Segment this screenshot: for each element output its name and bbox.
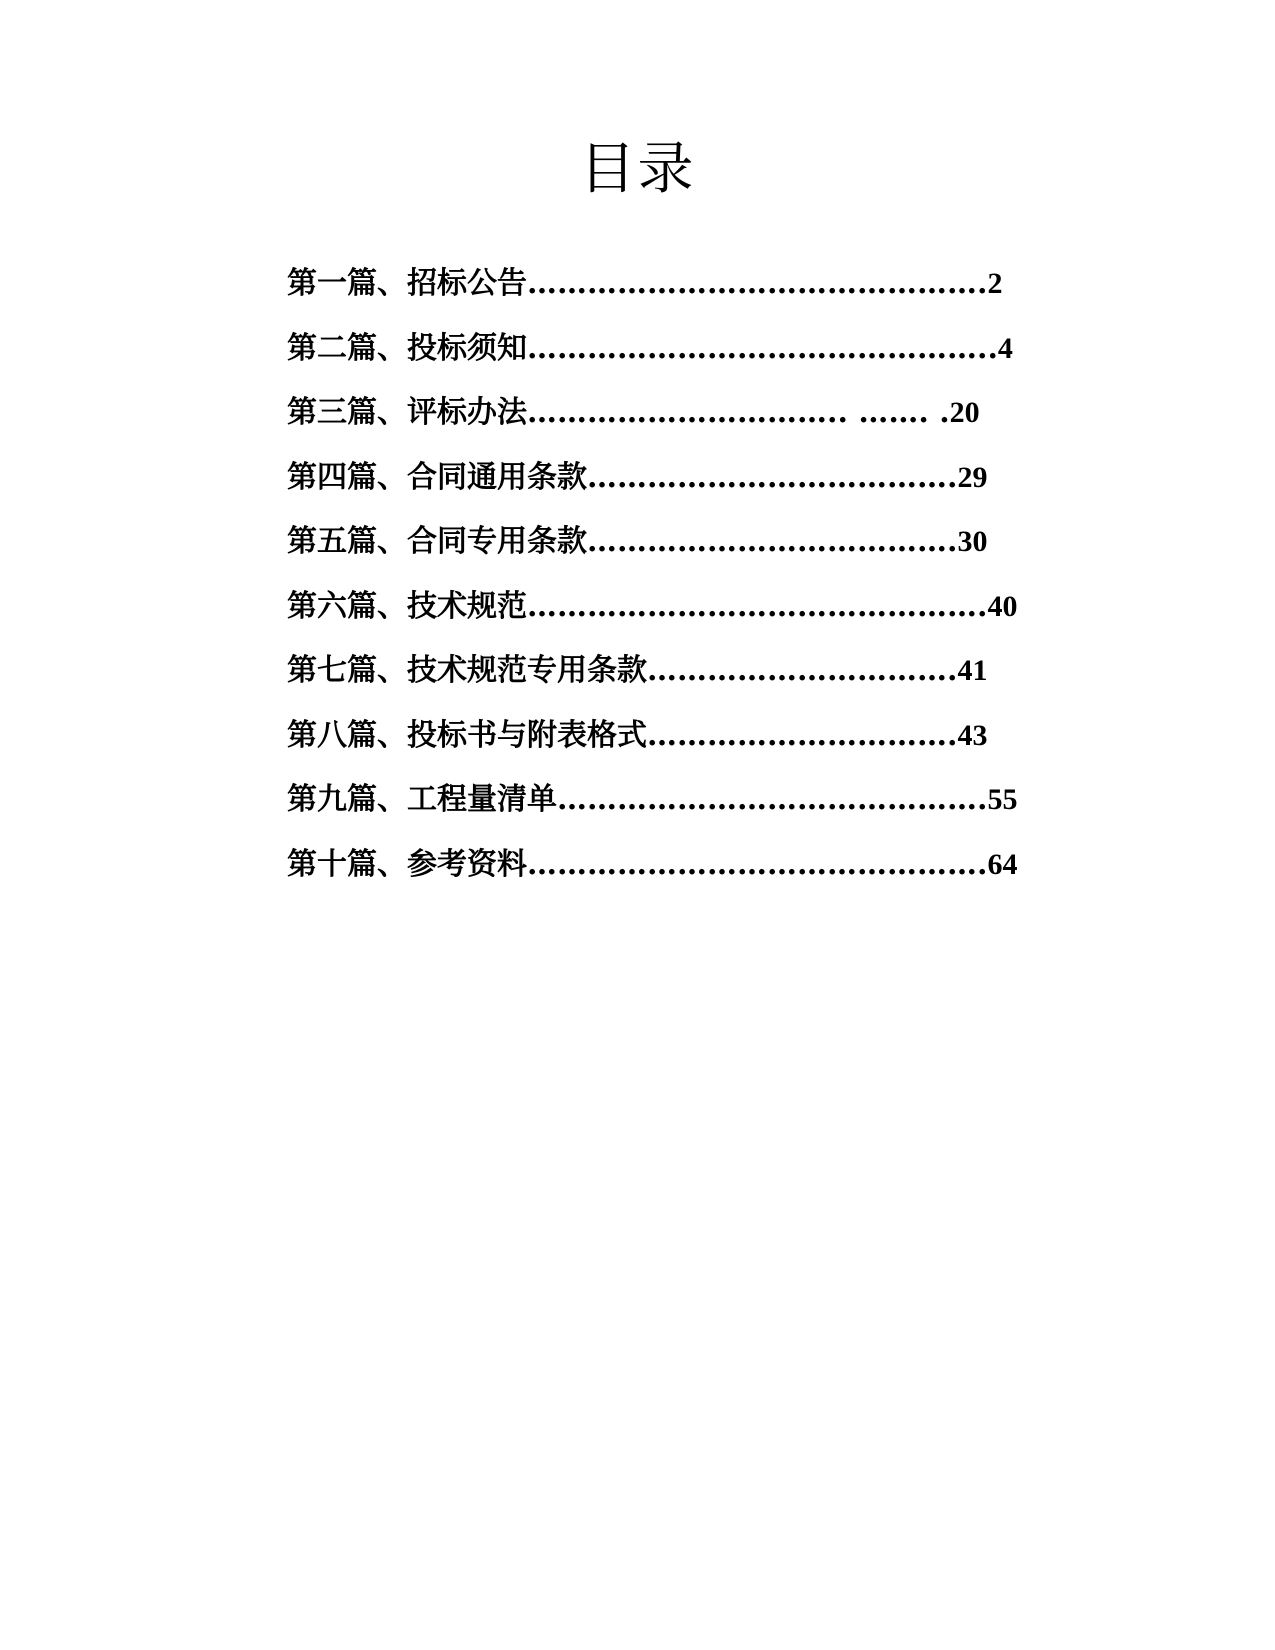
toc-entry-page: 4 <box>997 331 1013 365</box>
toc-entry-page: 43 <box>957 718 988 752</box>
toc-entry <box>287 517 1067 582</box>
toc-entry <box>287 324 1067 389</box>
toc-entry <box>287 840 1067 905</box>
toc-entry-label: 第七篇、技术规范专用条款 <box>287 653 647 688</box>
toc-entry <box>287 775 1067 840</box>
toc-entry-label: 第一篇、招标公告 <box>287 266 527 301</box>
toc-entry-leader: ………………………………………. <box>527 846 988 882</box>
toc-entry-page: 30 <box>957 525 988 558</box>
toc-entry-page: 64 <box>987 847 1018 881</box>
toc-entry-label: 第六篇、技术规范 <box>287 588 527 624</box>
toc-entry-label: 第五篇、合同专用条款 <box>287 524 587 559</box>
toc-entry-label: 第四篇、合同通用条款 <box>287 459 587 495</box>
toc-entry-label: 第三篇、评标办法 <box>287 395 527 430</box>
toc-entry-label: 第二篇、投标须知 <box>287 330 527 366</box>
toc-entry-label: 第十篇、参考资料 <box>287 846 527 882</box>
toc-entry <box>287 388 1067 453</box>
toc-entry-page: 55 <box>987 783 1018 816</box>
toc-entry <box>287 646 1067 711</box>
toc-entry-leader: ………………………………. <box>587 459 958 495</box>
table-of-contents <box>287 259 1067 904</box>
toc-entry <box>287 582 1067 647</box>
toc-entry-page: 40 <box>987 589 1018 623</box>
toc-entry-leader: ………………………….. ……. . <box>527 395 950 430</box>
toc-entry-page: 29 <box>957 460 988 494</box>
toc-entry-label: 第九篇、工程量清单 <box>287 782 557 817</box>
toc-title: 目录 <box>579 137 696 202</box>
toc-entry <box>287 711 1067 776</box>
toc-entry-leader: …………………………. <box>647 717 958 753</box>
toc-entry-leader: ……………………………………. <box>557 782 988 817</box>
toc-entry-leader: ……………………………………….. <box>527 330 998 366</box>
toc-entry-leader: …………………………. <box>647 653 958 688</box>
toc-entry-page: 2 <box>987 267 1003 300</box>
toc-entry-page: 20 <box>949 396 980 429</box>
toc-entry <box>287 453 1067 518</box>
toc-entry-leader: ………………………………………. <box>527 266 988 301</box>
toc-entry-leader: ………………………………………. <box>527 588 988 624</box>
toc-entry-leader: ………………………………. <box>587 524 958 559</box>
toc-entry-page: 41 <box>957 654 988 687</box>
toc-entry <box>287 259 1067 324</box>
toc-entry-label: 第八篇、投标书与附表格式 <box>287 717 647 753</box>
